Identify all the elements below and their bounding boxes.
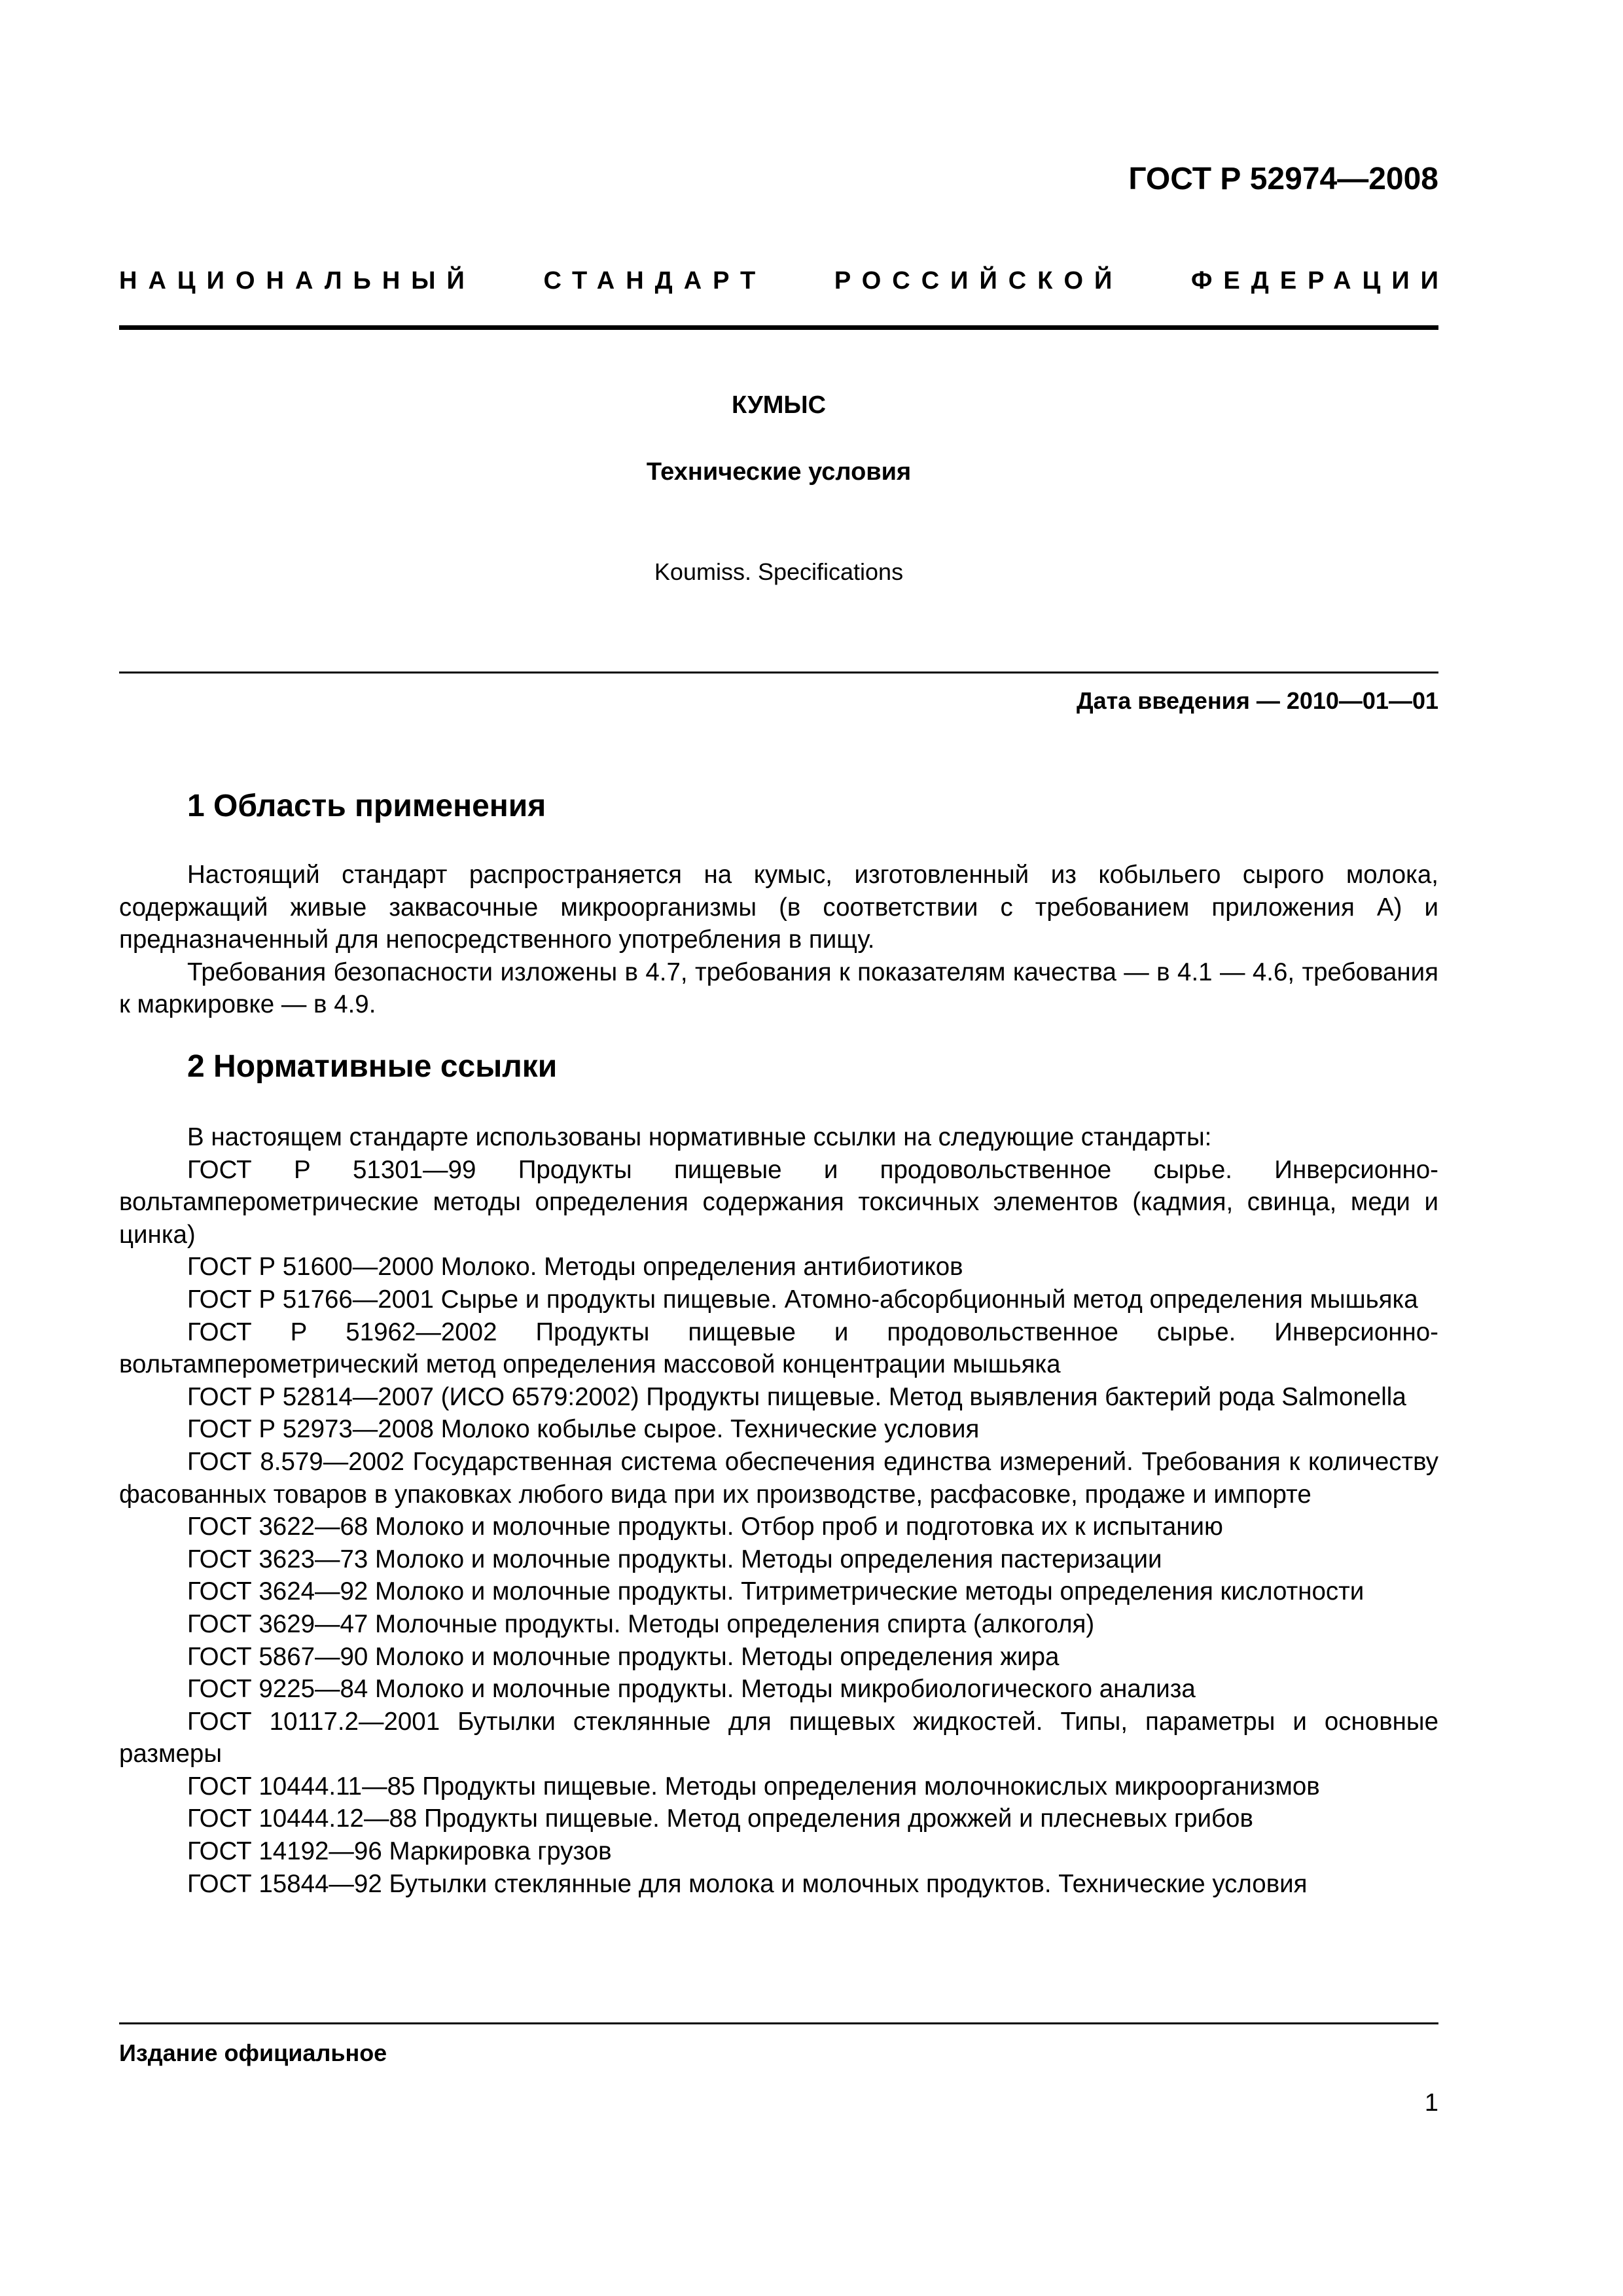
reference-item: ГОСТ Р 51766—2001 Сырье и продукты пищевые. Атомно-абсорбционный метод определения мышьяка — [187, 1285, 1418, 1314]
official-edition-label: Издание официальное — [119, 2039, 387, 2066]
reference-item: ГОСТ 3629—47 Молочные продукты. Методы определения спирта (алкоголя) — [187, 1609, 1095, 1638]
title-divider — [119, 672, 1438, 673]
reference-item: ГОСТ Р 51600—2000 Молоко. Методы определения антибиотиков — [187, 1253, 963, 1282]
reference-item: ГОСТ 10444.12—88 Продукты пищевые. Метод определения дрожжей и плесневых грибов — [187, 1804, 1253, 1833]
introduction-date: Дата введения — 2010—01—01 — [1076, 687, 1438, 714]
standard-designation: ГОСТ Р 52974—2008 — [1128, 162, 1438, 196]
document-subtitle: Технические условия — [646, 458, 912, 486]
reference-item: ГОСТ 10117.2—2001 Бутылки стеклянные для пищевых жидкостей. Типы, параметры и основные размеры — [119, 1707, 1438, 1768]
section-body-normative-references — [119, 1121, 1438, 1900]
reference-item: ГОСТ 5867—90 Молоко и молочные продукты. Методы определения жира — [187, 1642, 1060, 1671]
paragraph: В настоящем стандарте использованы нормативные ссылки на следующие стандарты: — [187, 1123, 1212, 1151]
banner-word: ФЕДЕРАЦИИ — [1190, 267, 1450, 295]
reference-item: ГОСТ 10444.11—85 Продукты пищевые. Методы определения молочнокислых микроорганизмов — [187, 1772, 1320, 1801]
reference-item: ГОСТ Р 52814—2007 (ИСО 6579:2002) Продукты пищевые. Метод выявления бактерий рода Salmonella — [187, 1382, 1406, 1411]
reference-item: ГОСТ Р 51962—2002 Продукты пищевые и продовольственное сырье. Инверсионно-вольтамперометрический метод определения массовой концентрации мышьяка — [119, 1318, 1438, 1379]
section-body-scope — [119, 859, 1438, 1021]
reference-item: ГОСТ 8.579—2002 Государственная система обеспечения единства измерений. Требования к количеству фасованных товаров в упаковках любого вида при их производстве, расфасовке, продаже и импорте — [119, 1447, 1438, 1509]
header-divider — [119, 325, 1438, 330]
reference-item: ГОСТ Р 51301—99 Продукты пищевые и продовольственное сырье. Инверсионно-вольтамперометрические методы определения содержания токсичных элементов (кадмия, свинца, меди и цинка) — [119, 1155, 1438, 1249]
banner-word: РОССИЙСКОЙ — [834, 267, 1124, 295]
document-title: КУМЫС — [731, 391, 827, 419]
reference-item: ГОСТ 9225—84 Молоко и молочные продукты. Методы микробиологического анализа — [187, 1675, 1196, 1704]
reference-item: ГОСТ Р 52973—2008 Молоко кобылье сырое. Технические условия — [187, 1415, 980, 1444]
reference-item: ГОСТ 3622—68 Молоко и молочные продукты. Отбор проб и подготовка их к испытанию — [187, 1513, 1223, 1541]
reference-item: ГОСТ 15844—92 Бутылки стеклянные для молока и молочных продуктов. Технические условия — [187, 1869, 1308, 1898]
document-title-english: Koumiss. Specifications — [654, 558, 904, 585]
national-standard-banner — [119, 267, 1450, 295]
reference-item: ГОСТ 3624—92 Молоко и молочные продукты. Титриметрические методы определения кислотности — [187, 1577, 1364, 1606]
page-number: 1 — [1424, 2089, 1438, 2117]
paragraph: Требования безопасности изложены в 4.7, требования к показателям качества — в 4.1 — 4.6, требования к маркировке — в 4.9. — [119, 958, 1438, 1019]
section-heading-scope: 1 Область применения — [187, 789, 546, 823]
reference-item: ГОСТ 14192—96 Маркировка грузов — [187, 1837, 612, 1866]
paragraph: Настоящий стандарт распространяется на кумыс, изготовленный из кобыльего сырого молока, содержащий живые заквасочные микроорганизмы (в соответствии с требованием приложения А) и предназначенный для непосредственного употребления в пищу. — [119, 861, 1438, 954]
footer-divider — [119, 2022, 1438, 2024]
banner-word: СТАНДАРТ — [543, 267, 767, 295]
reference-item: ГОСТ 3623—73 Молоко и молочные продукты. Методы определения пастеризации — [187, 1545, 1162, 1573]
section-heading-normative-references: 2 Нормативные ссылки — [187, 1049, 558, 1084]
banner-word: НАЦИОНАЛЬНЫЙ — [119, 267, 476, 295]
